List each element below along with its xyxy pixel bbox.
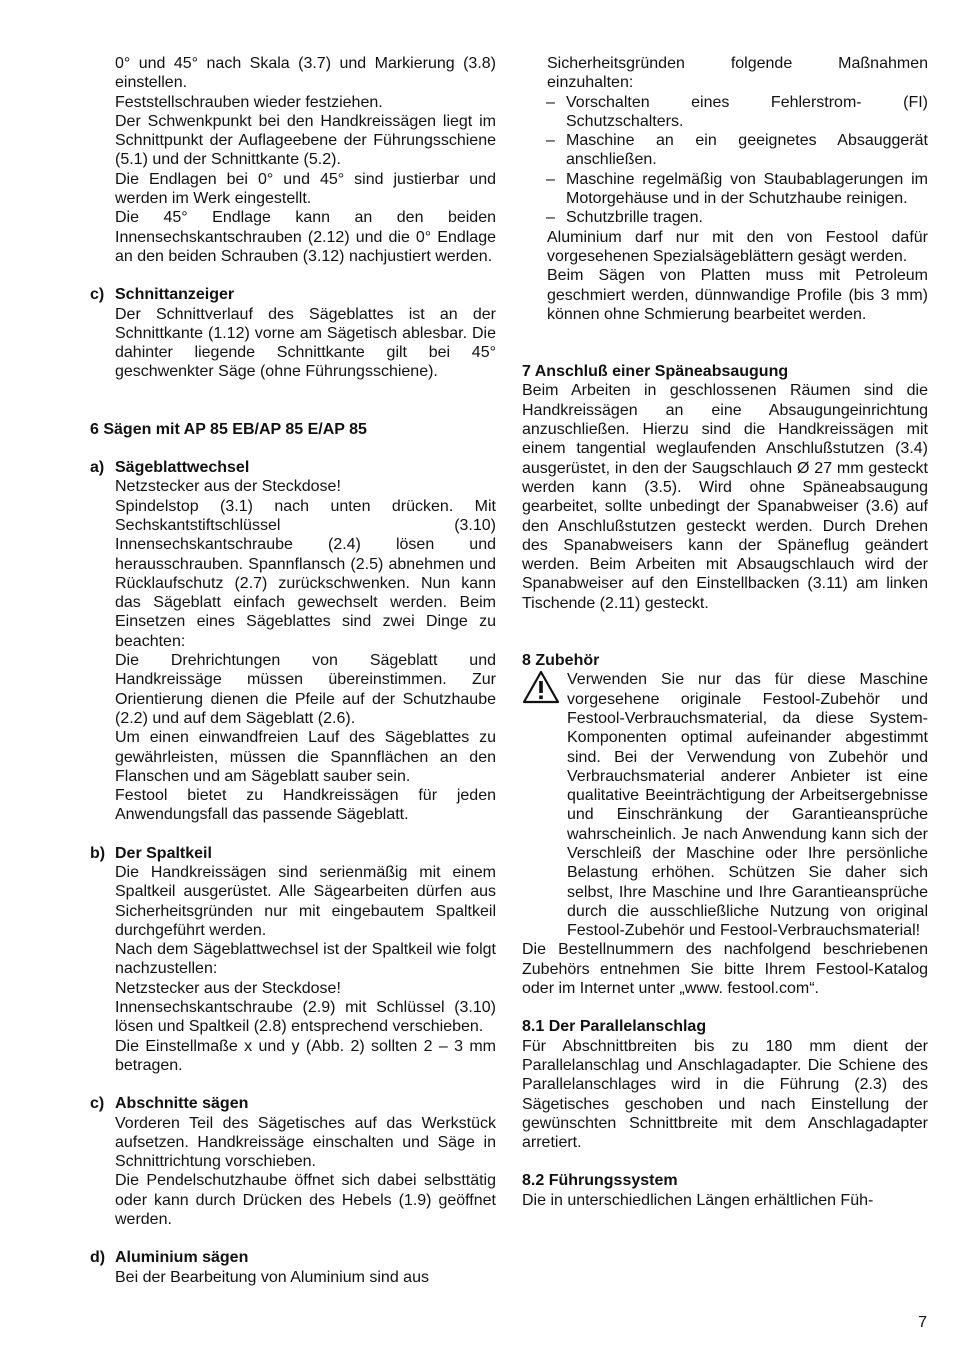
section-c-abschnitte-saegen bbox=[90, 1094, 496, 1229]
paragraph: Netzstecker aus der Steckdose! bbox=[115, 478, 341, 496]
section-heading: Aluminium sägen bbox=[115, 1249, 249, 1267]
section-d-aluminium-saegen bbox=[90, 1248, 496, 1287]
paragraph: Die Handkreissägen sind serienmäßig mit einem Spaltkeil ausgerüstet. Alle Sägearbeiten dürfen aus Sicherheitsgründen nur mit eingebautem Spaltkeil durchgeführt werden. bbox=[115, 863, 496, 939]
list-item: – Maschine regelmäßig von Staubablagerungen im Motorgehäuse und in der Schutzhaube reinigen. bbox=[546, 170, 928, 208]
chapter-heading-6: 6 Sägen mit AP 85 EB/AP 85 E/AP 85 bbox=[90, 420, 367, 438]
section-label: c) bbox=[90, 1095, 105, 1113]
paragraph: Innensechskantschraube (2.9) mit Schlüssel (3.10) lösen und Spaltkeil (2.8) entsprechend verschieben. bbox=[115, 999, 496, 1036]
paragraph: Vorderen Teil des Sägetisches auf das Werkstück aufsetzen. Handkreissäge einschalten und Säge in Schnittrichtung vorschieben. bbox=[115, 1114, 496, 1171]
paragraph: Aluminium darf nur mit den von Festool dafür vorgesehenen Spezialsägeblättern gesägt werden. bbox=[547, 228, 928, 265]
left-column bbox=[90, 54, 496, 1287]
list-item: – Schutzbrille tragen. bbox=[546, 209, 703, 227]
paragraph: Bei der Bearbeitung von Aluminium sind aus bbox=[115, 1268, 429, 1286]
paragraph: Nach dem Sägeblattwechsel ist der Spaltkeil wie folgt nachzustellen: bbox=[115, 941, 496, 978]
section-b-spaltkeil bbox=[90, 844, 496, 1076]
section-heading: Sägeblattwechsel bbox=[115, 459, 250, 477]
section-label: c) bbox=[90, 286, 105, 304]
section-label: a) bbox=[90, 459, 105, 477]
page-number: 7 bbox=[918, 1314, 927, 1331]
section-a-saegeblattwechsel bbox=[90, 458, 496, 825]
warning-text: Verwenden Sie nur das für diese Maschine vorgesehene originale Festool-Zubehör und Festool-Verbrauchsmaterial, da diese System-Komponenten optimal aufeinander abgestimmt sind. Bei der Verwendung von Zubehör und Verbrauchsmaterial anderer Anbieter ist eine qualitative Beeinträchtigung der Arbeitsergebnisse und Einschränkung der Garantieansprüche wahrscheinlich. Je nach Anwendung kann sich der Verschleiß der Maschine oder Ihre persönliche Belastung erhöhen. Schützen Sie daher sich selbst, Ihre Maschine und Ihre Garantieansprüche durch die ausschließliche Nutzung von original Festool-Zubehör und Festool-Verbrauchsmaterial! bbox=[567, 671, 928, 940]
section-heading: Der Spaltkeil bbox=[115, 844, 212, 862]
section-heading: Abschnitte sägen bbox=[115, 1095, 249, 1113]
paragraph: Beim Sägen von Platten muss mit Petroleum geschmiert werden, dünnwandige Profile (bis 3 mm) können ohne Schmierung bearbeitet werden. bbox=[547, 267, 928, 323]
section-heading-8-2: 8.2 Führungssystem bbox=[522, 1172, 678, 1190]
paragraph: Sicherheitsgründen folgende Maßnahmen einzuhalten: bbox=[547, 55, 928, 92]
chapter-heading-7: 7 Anschluß einer Späneabsaugung bbox=[522, 363, 789, 381]
section-c-schnittanzeiger bbox=[90, 285, 496, 381]
paragraph: Der Schnittverlauf des Sägeblattes ist an der Schnittkante (1.12) vorne am Sägetisch ablesbar. Die dahinter liegende Schnittkante gilt bei 45° geschwenkter Säge (ohne Führungsschiene). bbox=[115, 305, 496, 381]
section-heading-8-1: 8.1 Der Parallelanschlag bbox=[522, 1018, 707, 1036]
paragraph: Der Schwenkpunkt bei den Handkreissägen liegt im Schnittpunkt der Auflageebene der Führungsschiene (5.1) und der Schnittkante (5.2). bbox=[115, 112, 496, 169]
list-item: – Maschine an ein geeignetes Absauggerät anschließen. bbox=[546, 132, 928, 169]
paragraph: Um einen einwandfreien Lauf des Sägeblattes zu gewährleisten, müssen die Spannflächen an den Flanschen und am Sägeblatt sauber sein. bbox=[115, 729, 496, 785]
paragraph: Beim Arbeiten in geschlossenen Räumen sind die Handkreissägen an eine Absaugungeinrichtung anzuschließen. Hierzu sind die Handkreissägen mit einem tangential weglaufenden Anschlußstutzen (3.4) ausgerüstet, in den der Saugschlauch Ø 27 mm gesteckt werden kann (3.5). Wird ohne Späneabsaugung gearbeitet, sollte unbedingt der Spanabweiser (3.6) auf den Anschlußstutzen gesteckt werden. Durch Drehen des Spanabweisers kann der Späneflug geändert werden. Beim Arbeiten mit Absaugschlauch wird der Spanabweiser auf den Einstellbacken (3.11) am linken Tischende (2.11) gesteckt. bbox=[522, 382, 928, 612]
paragraph: Netzstecker aus der Steckdose! bbox=[115, 979, 341, 997]
section-label: b) bbox=[90, 844, 106, 862]
paragraph: Festool bietet zu Handkreissägen für jeden Anwendungsfall das passende Sägeblatt. bbox=[115, 787, 496, 824]
paragraph: Die Bestellnummern des nachfolgend beschriebenen Zubehörs entnehmen Sie bitte Ihrem Festool-Katalog oder im Internet unter „www. festool.com“. bbox=[522, 941, 928, 998]
paragraph: Die Drehrichtungen von Sägeblatt und Handkreissäge müssen übereinstimmen. Zur Orientierung dienen die Pfeile auf der Schutzhaube (2.2) und auf dem Sägeblatt (2.6). bbox=[115, 652, 496, 727]
paragraph: Die Pendelschutzhaube öffnet sich dabei selbsttätig oder kann durch Drücken des Hebels (1.9) geöffnet werden. bbox=[115, 1172, 496, 1229]
paragraph: Die Endlagen bei 0° und 45° sind justierbar und werden im Werk eingestellt. bbox=[115, 170, 496, 208]
section-heading: Schnittanzeiger bbox=[115, 286, 235, 304]
paragraph: Die in unterschiedlichen Längen erhältlichen Füh- bbox=[522, 1191, 874, 1209]
paragraph: Feststellschrauben wieder festziehen. bbox=[115, 93, 383, 111]
right-column bbox=[522, 54, 928, 1210]
list-item: – Vorschalten eines Fehlerstrom- (FI) Schutzschalters. bbox=[546, 93, 928, 130]
paragraph: 0° und 45° nach Skala (3.7) und Markierung (3.8) einstellen. bbox=[115, 55, 496, 92]
aluminium-continued bbox=[522, 54, 928, 93]
paragraph: Die 45° Endlage kann an den beiden Innensechskantschrauben (2.12) und die 0° Endlage an den beiden Schrauben (3.12) nachjustiert werden. bbox=[115, 209, 496, 265]
warning-triangle-icon bbox=[522, 670, 567, 940]
section-label: d) bbox=[90, 1249, 106, 1267]
paragraph: Für Abschnittbreiten bis zu 180 mm dient der Parallelanschlag und Anschlagadapter. Die Schiene des Parallelanschlages wird in die Führung (2.3) des Sägetisches geschoben und nach Einstellung der gewünschten Schnittbreite mit dem Anschlagadapter arretiert. bbox=[522, 1037, 928, 1152]
warning-block bbox=[522, 670, 928, 940]
paragraph: Spindelstop (3.1) nach unten drücken. Mit Sechskantstiftschlüssel (3.10) Innensechskantschraube (2.4) lösen und herausschrauben. Spannflansch (2.5) abnehmen und Rücklaufschutz (2.7) zurückschwenken. Nun kann das Sägeblatt einfach gewechselt werden. Beim Einsetzen eines Sägeblattes sind zwei Dinge zu beachten: bbox=[115, 497, 496, 650]
chapter-heading-8: 8 Zubehör bbox=[522, 652, 600, 670]
intro-block bbox=[90, 54, 496, 266]
paragraph: Die Einstellmaße x und y (Abb. 2) sollten 2 – 3 mm betragen. bbox=[115, 1037, 496, 1074]
